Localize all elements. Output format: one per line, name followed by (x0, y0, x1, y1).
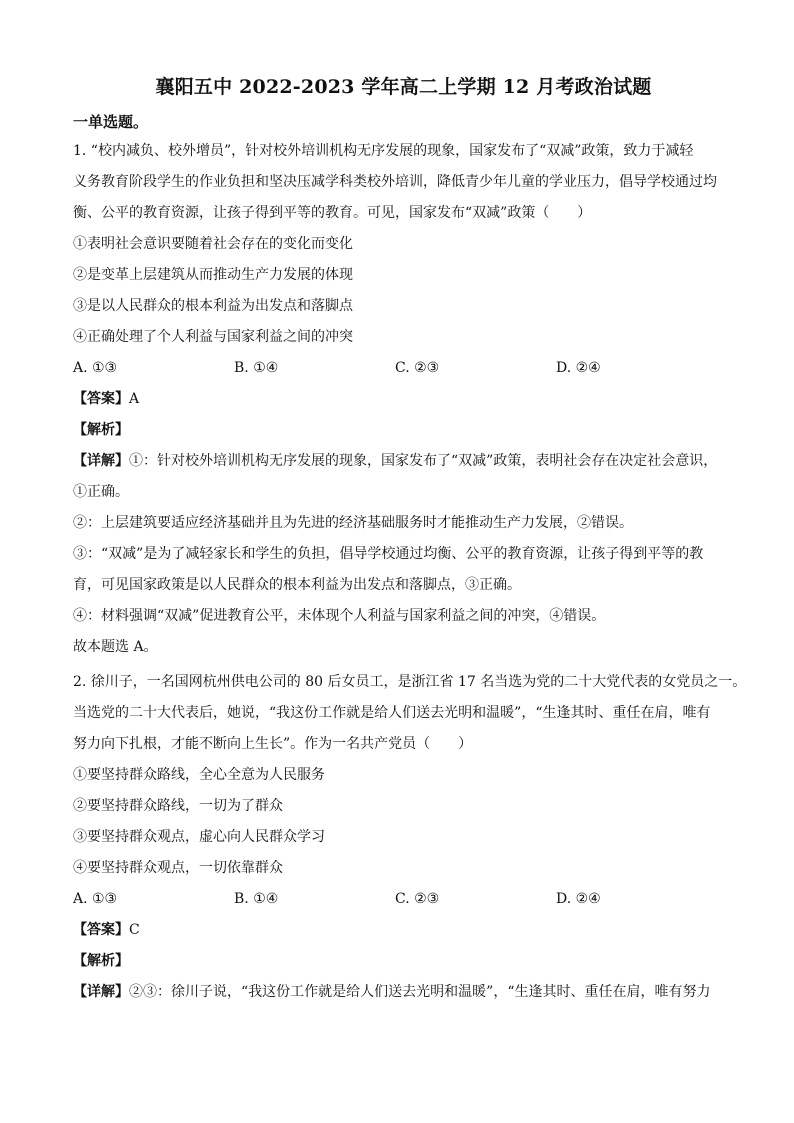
answer-label: 【答案】 (73, 922, 129, 938)
question-1-options (73, 353, 734, 384)
question-2-answer (73, 915, 734, 946)
option-a: A. ①③ (73, 360, 118, 376)
question-1-detail-line: ①正确。 (73, 484, 129, 500)
question-2-stem-line: 努力向下扎根，才能不断向上生长”。作为一名共产党员（ ） (73, 736, 473, 752)
statement-item: ④要坚持群众观点，一切依靠群众 (73, 860, 283, 876)
analysis-label: 【解析】 (73, 422, 129, 438)
statement-item: ③是以人民群众的根本利益为出发点和落脚点 (73, 298, 353, 314)
question-2-options (73, 884, 734, 915)
option-b: B. ①④ (234, 891, 279, 907)
question-1-stem (73, 136, 734, 229)
question-1-answer (73, 384, 734, 415)
question-1-detail-line: ②：上层建筑要适应经济基础并且为先进的经济基础服务时才能推动生产力发展，②错误。 (73, 515, 633, 531)
statement-item: ①表明社会意识要随着社会存在的变化而变化 (73, 236, 353, 252)
answer-value: A (129, 391, 140, 407)
option-b: B. ①④ (234, 360, 279, 376)
question-1-detail-line: ④：材料强调“双减”促进教育公平，未体现个人利益与国家利益之间的冲突，④错误。 (73, 608, 606, 624)
answer-label: 【答案】 (73, 391, 129, 407)
question-1-detail-line: 育，可见国家政策是以人民群众的根本利益为出发点和落脚点，③正确。 (73, 577, 521, 593)
question-2-analysis (73, 946, 734, 977)
question-1-conclusion: 故本题选 A。 (73, 639, 158, 655)
question-2-items (73, 760, 734, 884)
option-a: A. ①③ (73, 891, 118, 907)
question-1-analysis (73, 415, 734, 446)
question-1-stem-line: 义务教育阶段学生的作业负担和坚决压减学科类校外培训，降低青少年儿童的学业压力，倡导学校通过均 (73, 174, 717, 190)
question-2-stem (73, 667, 747, 760)
analysis-label: 【解析】 (73, 953, 129, 969)
detail-text: ①：针对校外培训机构无序发展的现象，国家发布了“双减”政策，表明社会存在决定社会意识， (129, 453, 718, 469)
detail-label: 【详解】 (73, 984, 129, 1000)
detail-label: 【详解】 (73, 453, 129, 469)
question-1-stem-line: 1. “校内减负、校外增员”，针对校外培训机构无序发展的现象，国家发布了“双减”政策，致力于减轻 (73, 143, 694, 159)
statement-item: ②要坚持群众路线，一切为了群众 (73, 798, 283, 814)
question-1-stem-line: 衡、公平的教育资源，让孩子得到平等的教育。可见，国家发布“双减”政策（ ） (73, 205, 592, 221)
page-title: 襄阳五中 2022-2023 学年高二上学期 12 月考政治试题 (155, 76, 652, 98)
statement-item: ①要坚持群众路线，全心全意为人民服务 (73, 767, 325, 783)
option-d: D. ②④ (556, 360, 601, 376)
question-2-stem-line: 当选党的二十大代表后，她说，“我这份工作就是给人们送去光明和温暖”，“生逢其时、重任在肩，唯有 (73, 705, 711, 721)
question-2-stem-line: 2. 徐川子，一名国网杭州供电公司的 80 后女员工，是浙江省 17 名当选为党的二十大党代表的女党员之一。 (73, 674, 747, 690)
question-2-detail-line (73, 977, 734, 1008)
question-1-detail-line: ③：“双减”是为了减轻家长和学生的负担，倡导学校通过均衡、公平的教育资源，让孩子得到平等的教 (73, 546, 704, 562)
statement-item: ②是变革上层建筑从而推动生产力发展的体现 (73, 267, 353, 283)
statement-item: ③要坚持群众观点，虚心向人民群众学习 (73, 829, 325, 845)
section-heading: 一单选题。 (73, 113, 149, 131)
answer-value: C (129, 922, 140, 938)
option-c: C. ②③ (395, 891, 440, 907)
question-1-detail-line (73, 446, 734, 477)
option-d: D. ②④ (556, 891, 601, 907)
detail-text: ②③：徐川子说，“我这份工作就是给人们送去光明和温暖”，“生逢其时、重任在肩，唯有努力 (129, 984, 711, 1000)
option-c: C. ②③ (395, 360, 440, 376)
question-1-items (73, 229, 734, 353)
statement-item: ④正确处理了个人利益与国家利益之间的冲突 (73, 329, 353, 345)
